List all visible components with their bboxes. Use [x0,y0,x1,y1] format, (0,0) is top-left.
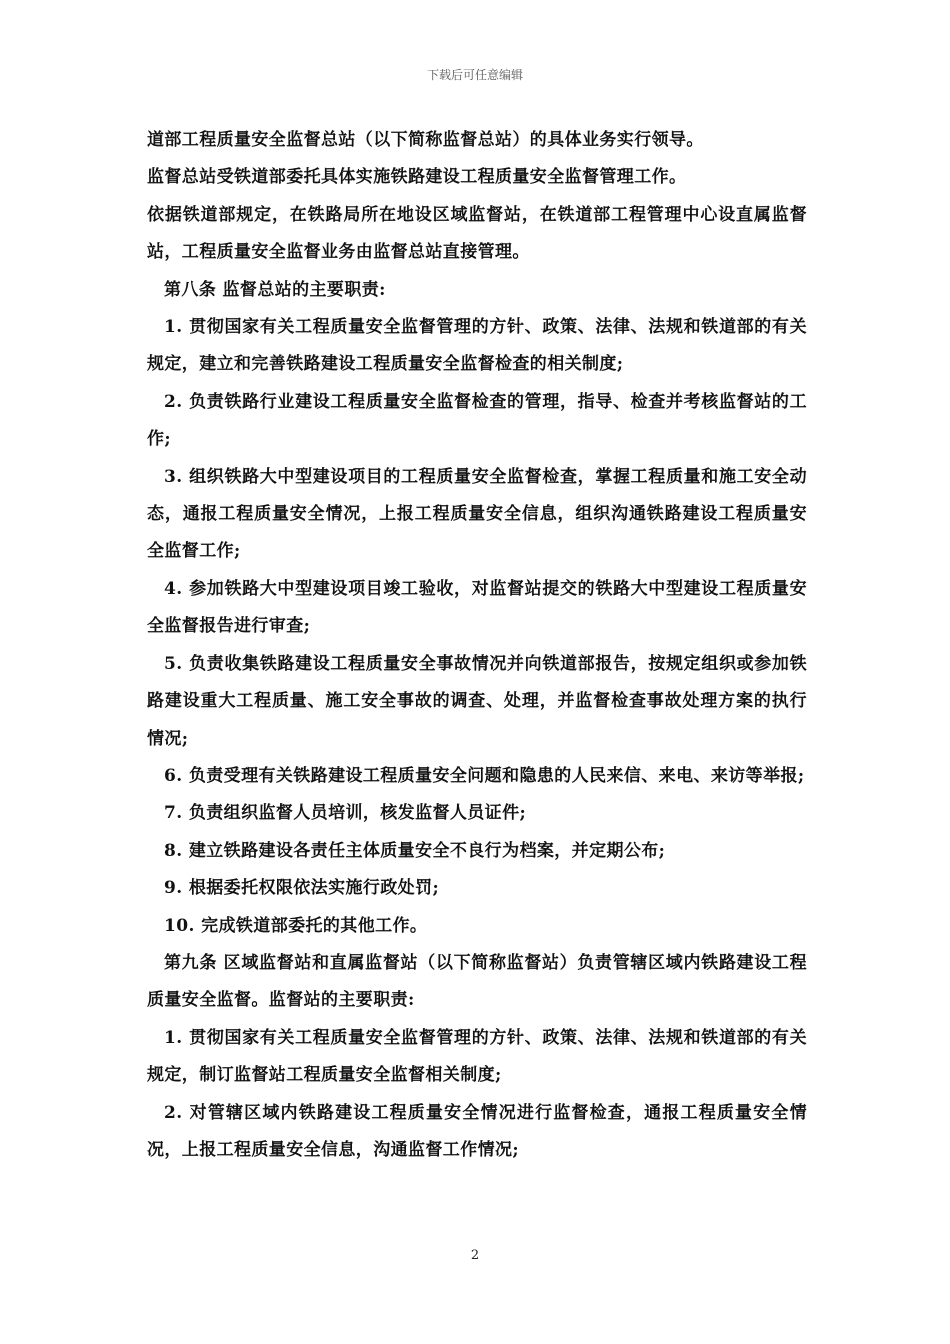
paragraph: 依据铁道部规定，在铁路局所在地设区域监督站，在铁道部工程管理中心设直属监督站，工程质量安全监督业务由监督总站直接管理。 [147,204,807,263]
document-body [147,122,807,1169]
article-heading: 第八条 监督总站的主要职责: [164,279,386,300]
list-item: 9. 根据委托权限依法实施行政处罚; [164,878,440,899]
page-header: 下载后可任意编辑 [426,68,523,82]
list-item: 3. 组织铁路大中型建设项目的工程质量安全监督检查，掌握工程质量和施工安全动态，通报工程质量安全情况，上报工程质量安全信息，组织沟通铁路建设工程质量安全监督工作; [147,466,807,562]
list-item: 1. 贯彻国家有关工程质量安全监督管理的方针、政策、法律、法规和铁道部的有关规定，建立和完善铁路建设工程质量安全监督检查的相关制度; [147,317,807,375]
page-number: 2 [470,1248,480,1263]
list-item: 5. 负责收集铁路建设工程质量安全事故情况并向铁道部报告，按规定组织或参加铁路建设重大工程质量、施工安全事故的调查、处理，并监督检查事故处理方案的执行情况; [147,653,807,749]
list-item: 8. 建立铁路建设各责任主体质量安全不良行为档案，并定期公布; [164,840,666,861]
list-item: 1. 贯彻国家有关工程质量安全监督管理的方针、政策、法律、法规和铁道部的有关规定，制订监督站工程质量安全监督相关制度; [147,1027,807,1086]
list-item: 2. 负责铁路行业建设工程质量安全监督检查的管理，指导、检查并考核监督站的工作; [147,391,807,450]
article-heading: 第九条 区域监督站和直属监督站（以下简称监督站）负责管辖区域内铁路建设工程质量安全监督。监督站的主要职责: [147,952,807,1011]
paragraph: 监督总站受铁道部委托具体实施铁路建设工程质量安全监督管理工作。 [147,167,687,188]
paragraph: 道部工程质量安全监督总站（以下简称监督总站）的具体业务实行领导。 [147,130,704,150]
list-item: 10. 完成铁道部委托的其他工作。 [164,915,428,936]
list-item: 4. 参加铁路大中型建设项目竣工验收，对监督站提交的铁路大中型建设工程质量安全监督报告进行审查; [147,578,807,637]
list-item: 7. 负责组织监督人员培训，核发监督人员证件; [164,803,527,824]
list-item: 6. 负责受理有关铁路建设工程质量安全问题和隐患的人民来信、来电、来访等举报; [164,765,805,786]
list-item: 2. 对管辖区域内铁路建设工程质量安全情况进行监督检查，通报工程质量安全情况，上报工程质量安全信息，沟通监督工作情况; [147,1102,807,1160]
